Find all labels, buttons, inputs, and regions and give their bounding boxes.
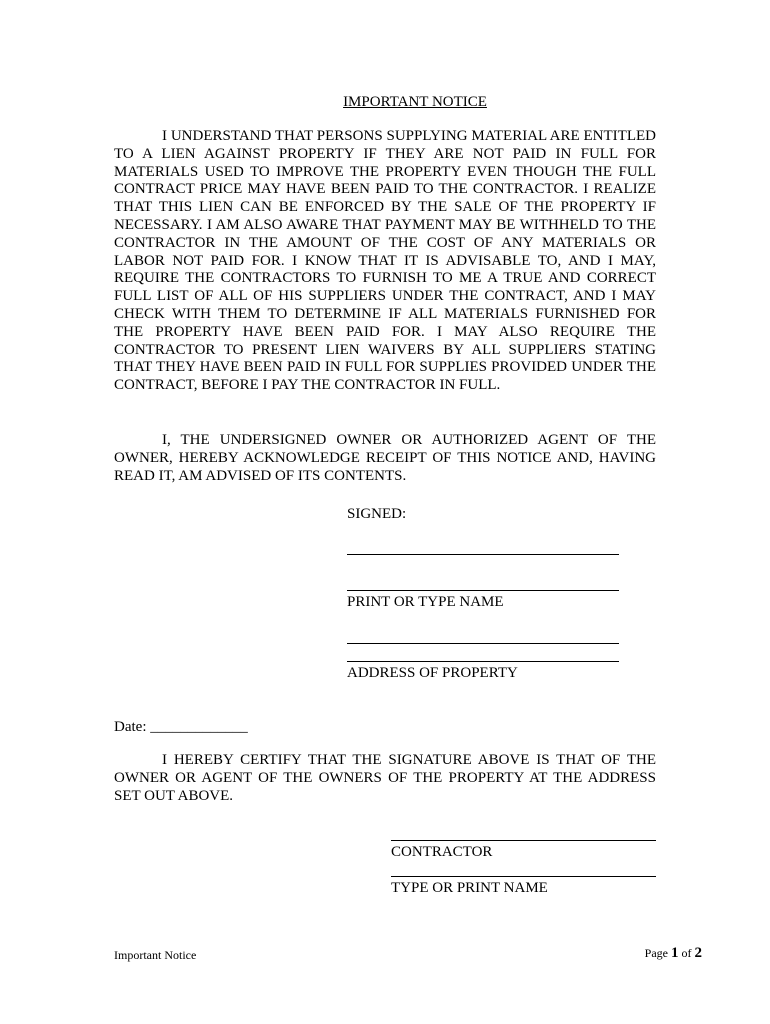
property-address-line-2[interactable] — [347, 661, 619, 662]
contractor-signature-line[interactable] — [391, 840, 656, 841]
notice-paragraph — [114, 128, 656, 395]
date-field[interactable] — [114, 719, 248, 736]
document-title: IMPORTANT NOTICE — [343, 94, 487, 110]
of-word: of — [681, 946, 692, 960]
contractor-label: CONTRACTOR — [391, 844, 493, 860]
signed-label: SIGNED: — [347, 506, 407, 522]
page-number — [645, 945, 702, 962]
certification-paragraph-text: I HEREBY CERTIFY THAT THE SIGNATURE ABOVE IS THAT OF THE OWNER OR AGENT OF THE OWNERS OF THE PROPERTY AT THE ADDRESS SET OUT ABOVE. — [114, 752, 656, 804]
type-name-label: TYPE OR PRINT NAME — [391, 880, 548, 896]
page-current: 1 — [671, 945, 679, 961]
owner-signature-line[interactable] — [347, 554, 619, 555]
property-address-line-1[interactable] — [347, 643, 619, 644]
footer-title: Important Notice — [114, 948, 197, 962]
print-name-label: PRINT OR TYPE NAME — [347, 594, 504, 610]
acknowledgement-paragraph — [114, 432, 656, 485]
notice-paragraph-text: I UNDERSTAND THAT PERSONS SUPPLYING MATERIAL ARE ENTITLED TO A LIEN AGAINST PROPERTY IF THEY ARE NOT PAID IN FULL FOR MATERIALS USED TO IMPROVE THE PROPERTY EVEN THOUGH THE FULL CONTRACT PRICE MAY HAVE BEEN PAID TO THE CONTRACTOR. I REALIZE THAT THIS LIEN CAN BE ENFORCED BY THE SALE OF THE PROPERTY IF NECESSARY. I AM ALSO AWARE THAT PAYMENT MAY BE WITHHELD TO THE CONTRACTOR IN THE AMOUNT OF THE COST OF ANY MATERIALS OR LABOR NOT PAID FOR. I KNOW THAT IT IS ADVISABLE TO, AND I MAY, REQUIRE THE CONTRACTORS TO FURNISH TO ME A TRUE AND CORRECT FULL LIST OF ALL OF HIS SUPPLIERS UNDER THE CONTRACT, AND I MAY CHECK WITH THEM TO DETERMINE IF ALL MATERIALS FURNISHED FOR THE PROPERTY HAVE BEEN PAID FOR. I MAY ALSO REQUIRE THE CONTRACTOR TO PRESENT LIEN WAIVERS BY ALL SUPPLIERS STATING THAT THEY HAVE BEEN PAID IN FULL FOR SUPPLIES PROVIDED UNDER THE CONTRACT, BEFORE I PAY THE CONTRACTOR IN FULL. — [114, 128, 656, 394]
certification-paragraph — [114, 752, 656, 805]
date-blank[interactable]: _____________ — [150, 719, 248, 735]
acknowledgement-paragraph-text: I, THE UNDERSIGNED OWNER OR AUTHORIZED AGENT OF THE OWNER, HEREBY ACKNOWLEDGE RECEIPT OF THIS NOTICE AND, HAVING READ IT, AM ADVISED OF ITS CONTENTS. — [114, 432, 656, 484]
contractor-name-line[interactable] — [391, 876, 656, 877]
date-label: Date: — [114, 719, 147, 735]
owner-name-line[interactable] — [347, 590, 619, 591]
address-label: ADDRESS OF PROPERTY — [347, 665, 518, 681]
page-word: Page — [644, 946, 668, 960]
page-total: 2 — [694, 945, 702, 961]
